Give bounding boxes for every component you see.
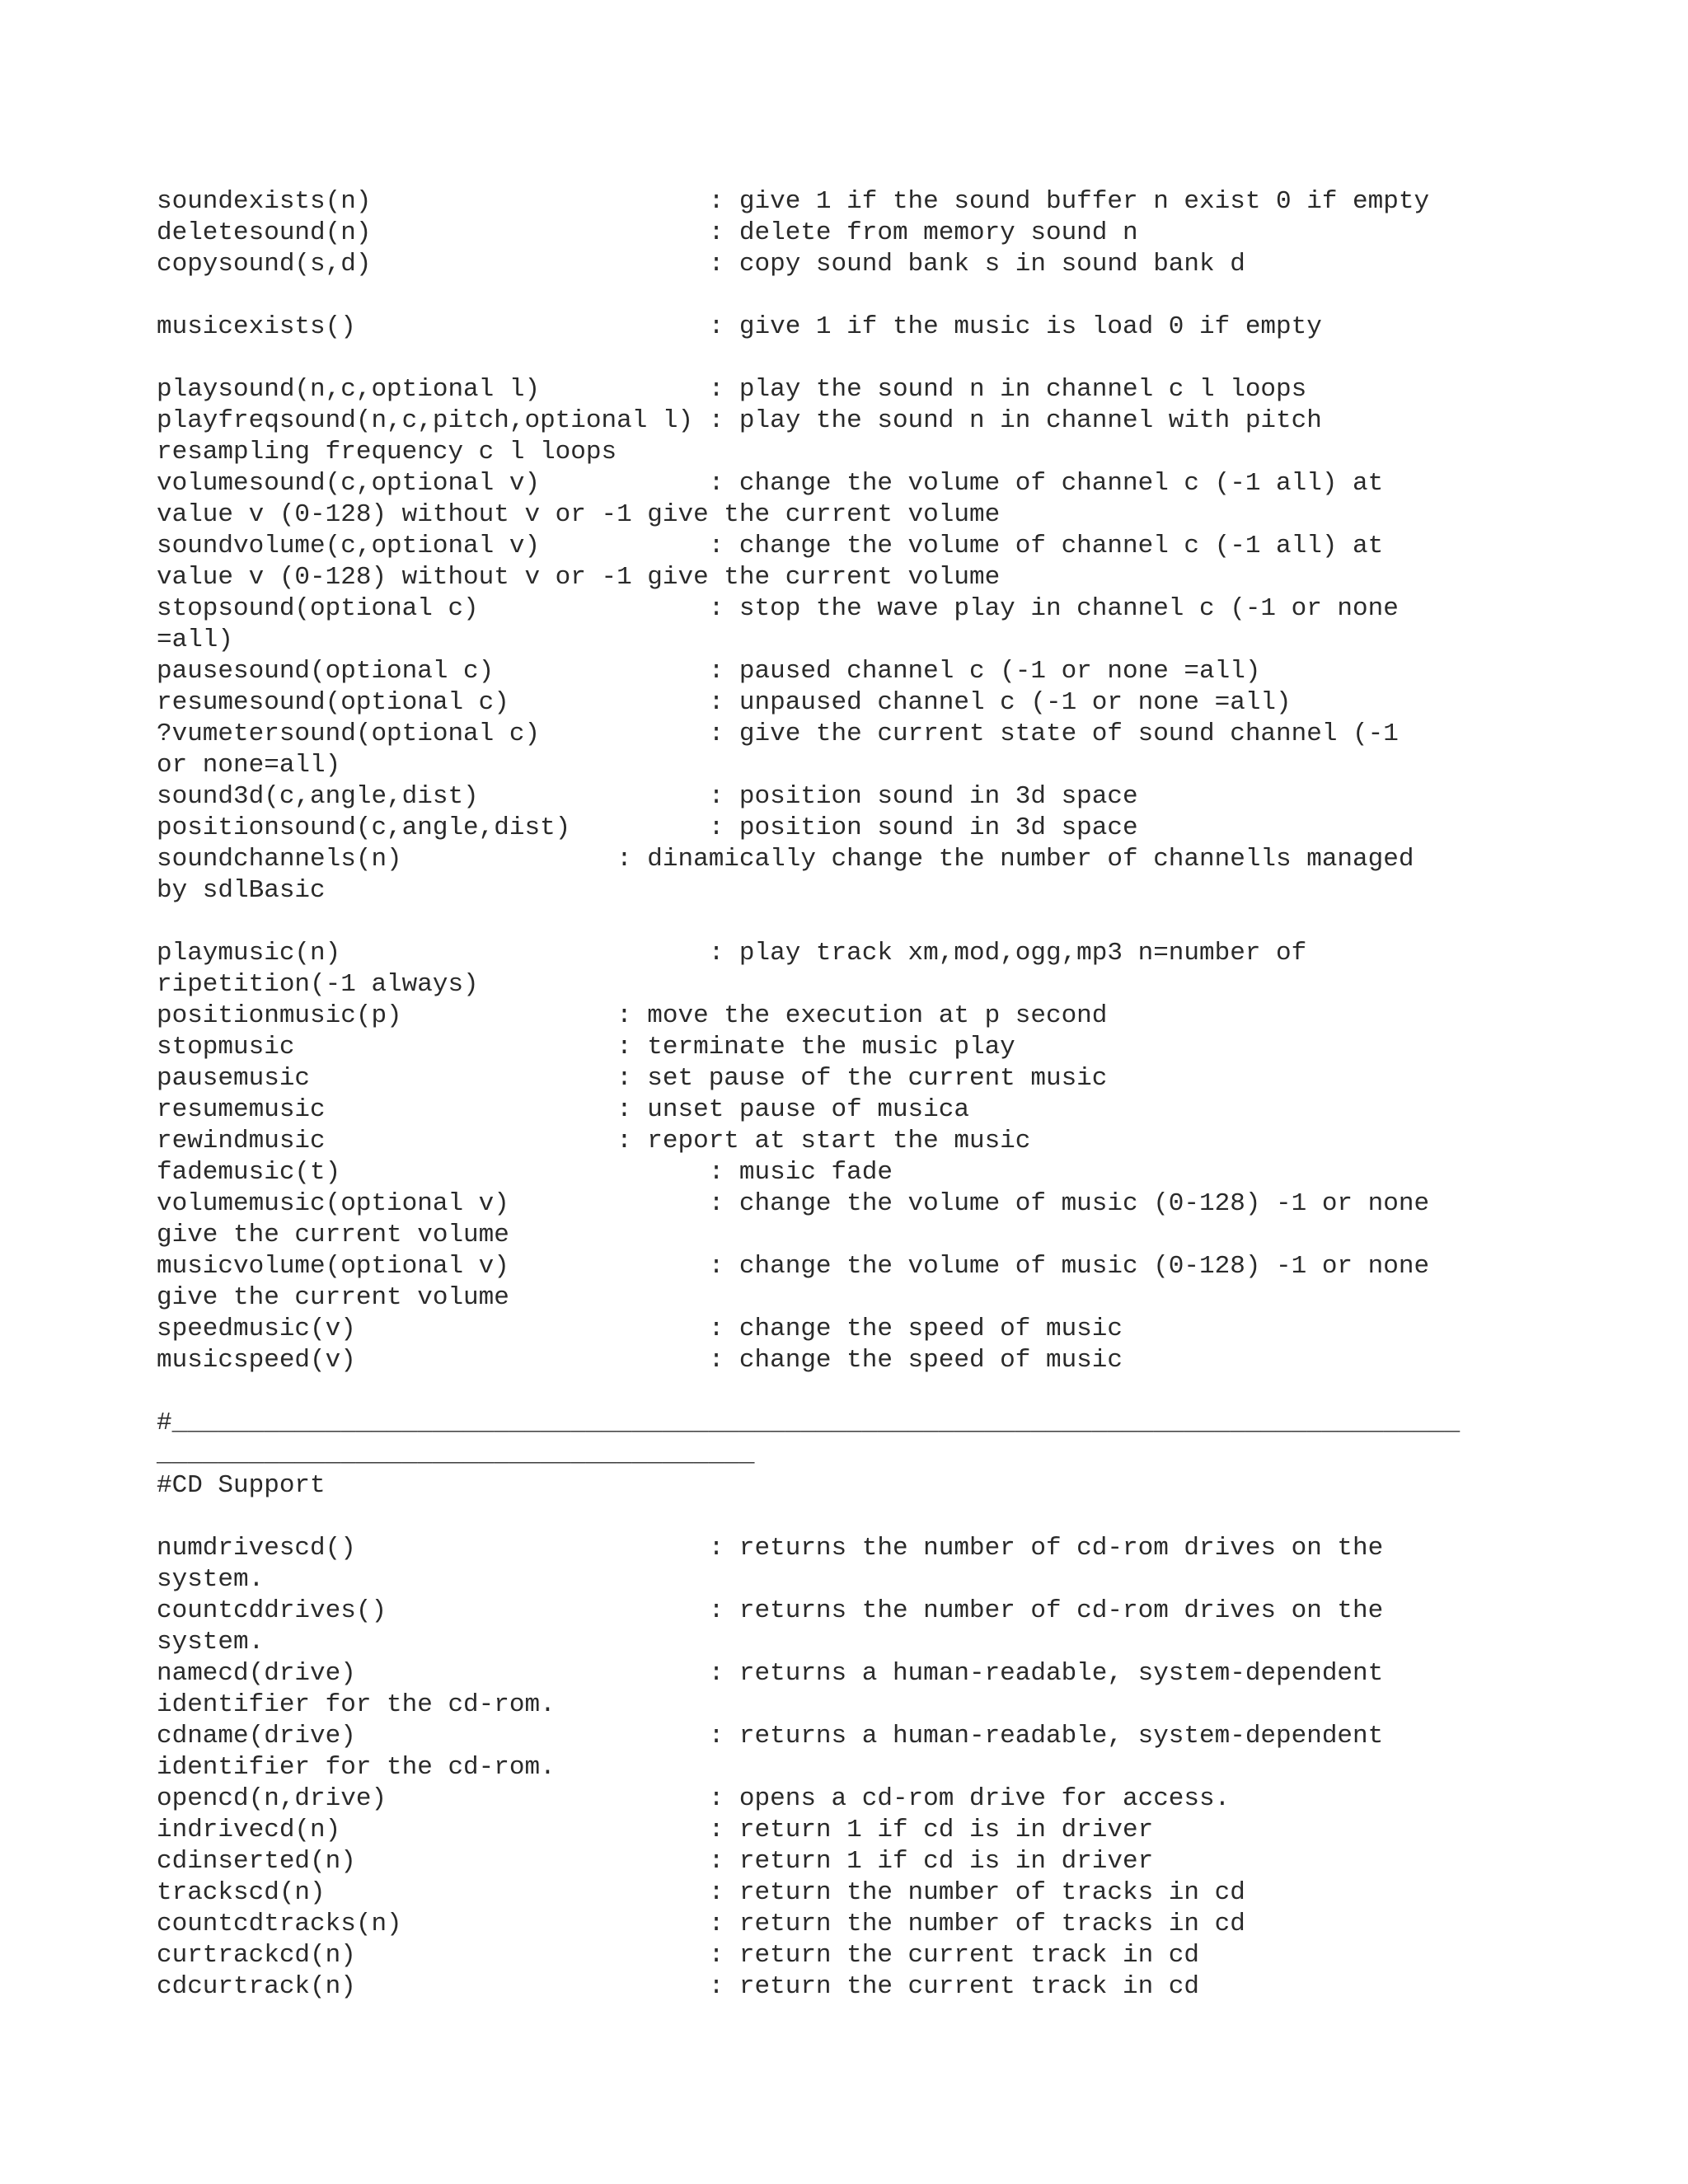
text-line: soundexists(n) : give 1 if the sound buffer n exist 0 if empty — [157, 187, 1430, 216]
document-body — [157, 186, 1591, 2003]
text-line: #CD Support — [157, 1471, 326, 1500]
text-line: playmusic(n) : play track xm,mod,ogg,mp3 n=number of — [157, 939, 1307, 968]
text-line: copysound(s,d) : copy sound bank s in sound bank d — [157, 250, 1245, 279]
text-line: =all) — [157, 626, 234, 654]
blank-line — [157, 280, 1591, 312]
text-line: playsound(n,c,optional l) : play the sound n in channel c l loops — [157, 375, 1307, 404]
blank-line — [157, 1502, 1591, 1533]
text-line: opencd(n,drive) : opens a cd-rom drive for access. — [157, 1784, 1231, 1813]
text-line: trackscd(n) : return the number of tracks in cd — [157, 1878, 1245, 1907]
text-line: fademusic(t) : music fade — [157, 1158, 893, 1187]
text-line: countcdtracks(n) : return the number of tracks in cd — [157, 1910, 1245, 1938]
text-line: cdcurtrack(n) : return the current track in cd — [157, 1972, 1200, 2001]
text-line: playfreqsound(n,c,pitch,optional l) : play the sound n in channel with pitch — [157, 406, 1322, 435]
text-line: indrivecd(n) : return 1 if cd is in driver — [157, 1816, 1154, 1844]
text-line: stopsound(optional c) : stop the wave play in channel c (-1 or none — [157, 594, 1399, 623]
text-line: resumemusic : unset pause of musica — [157, 1095, 969, 1124]
text-line: ?vumetersound(optional c) : give the current state of sound channel (-1 — [157, 719, 1399, 748]
text-line: positionmusic(p) : move the execution at p second — [157, 1001, 1108, 1030]
blank-line — [157, 343, 1591, 374]
text-line: or none=all) — [157, 751, 341, 780]
text-line: by sdlBasic — [157, 876, 326, 905]
text-line: soundchannels(n) : dinamically change the number of channells managed — [157, 845, 1414, 874]
text-line: give the current volume — [157, 1283, 509, 1312]
text-line: stopmusic : terminate the music play — [157, 1033, 1015, 1062]
text-line: resampling frequency c l loops — [157, 438, 617, 466]
text-line: _______________________________________ — [157, 1440, 755, 1469]
text-line: ripetition(-1 always) — [157, 970, 479, 999]
text-line: speedmusic(v) : change the speed of music — [157, 1315, 1123, 1343]
text-line: positionsound(c,angle,dist) : position sound in 3d space — [157, 813, 1138, 842]
text-line: volumemusic(optional v) : change the volume of music (0-128) -1 or none — [157, 1189, 1430, 1218]
text-line: volumesound(c,optional v) : change the volume of channel c (-1 all) at — [157, 469, 1384, 498]
text-line: pausemusic : set pause of the current music — [157, 1064, 1108, 1093]
text-line: musicvolume(optional v) : change the volume of music (0-128) -1 or none — [157, 1252, 1430, 1281]
text-line: give the current volume — [157, 1221, 509, 1249]
text-line: rewindmusic : report at start the music — [157, 1127, 1031, 1155]
text-line: numdrivescd() : returns the number of cd-rom drives on the — [157, 1534, 1384, 1563]
text-line: identifier for the cd-rom. — [157, 1753, 556, 1782]
text-line: musicexists() : give 1 if the music is load 0 if empty — [157, 312, 1322, 341]
blank-line — [157, 1376, 1591, 1408]
blank-line — [157, 907, 1591, 938]
text-line: identifier for the cd-rom. — [157, 1690, 556, 1719]
text-line: value v (0-128) without v or -1 give the current volume — [157, 563, 1001, 592]
text-line: soundvolume(c,optional v) : change the volume of channel c (-1 all) at — [157, 532, 1384, 560]
text-line: countcddrives() : returns the number of cd-rom drives on the — [157, 1596, 1384, 1625]
text-line: system. — [157, 1628, 265, 1657]
text-line: value v (0-128) without v or -1 give the current volume — [157, 500, 1001, 529]
text-line: pausesound(optional c) : paused channel c (-1 or none =all) — [157, 657, 1261, 686]
text-line: resumesound(optional c) : unpaused channel c (-1 or none =all) — [157, 688, 1292, 717]
text-line: namecd(drive) : returns a human-readable, system-dependent — [157, 1659, 1384, 1688]
text-line: system. — [157, 1565, 265, 1594]
text-line: musicspeed(v) : change the speed of music — [157, 1346, 1123, 1375]
text-line: sound3d(c,angle,dist) : position sound in 3d space — [157, 782, 1138, 811]
text-line: cdinserted(n) : return 1 if cd is in driver — [157, 1847, 1154, 1876]
text-line: curtrackcd(n) : return the current track in cd — [157, 1941, 1200, 1970]
text-line: cdname(drive) : returns a human-readable, system-dependent — [157, 1722, 1384, 1750]
text-line: #____________________________________________________________________________________ — [157, 1408, 1461, 1437]
text-line: deletesound(n) : delete from memory sound n — [157, 218, 1138, 247]
